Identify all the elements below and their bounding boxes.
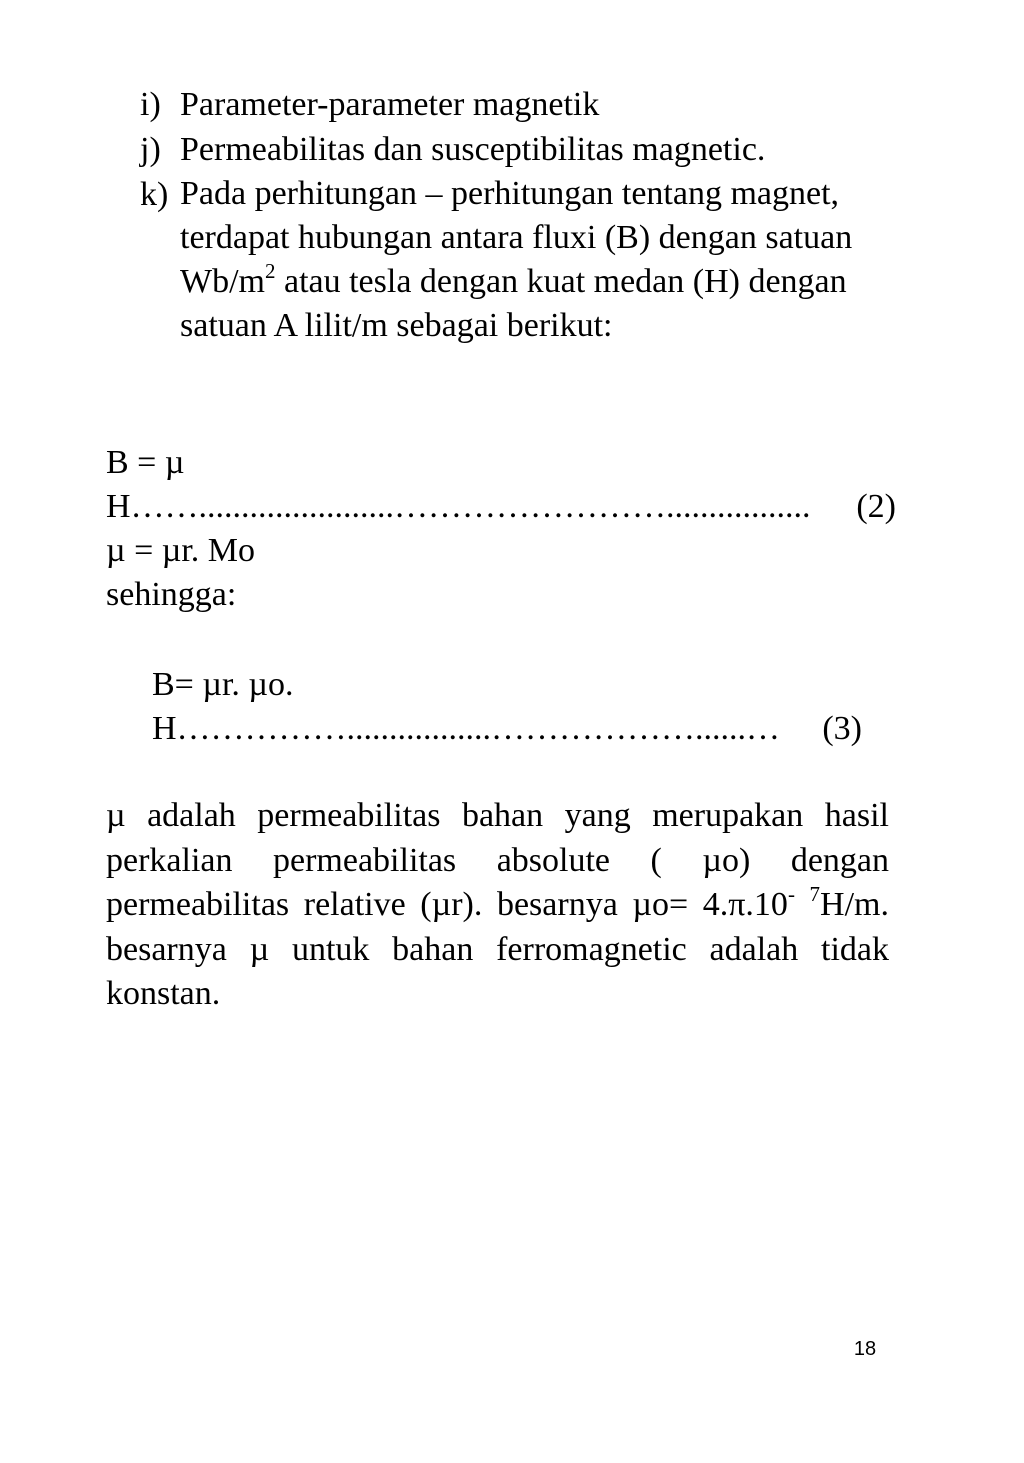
paragraph-text-part: H/m. besarnya µ untuk bahan ferromagnetic adalah tidak konstan. xyxy=(106,886,889,1012)
bullet-list xyxy=(140,82,900,348)
body-paragraph xyxy=(106,794,889,1017)
list-marker: k) xyxy=(140,176,169,213)
list-item-text-part: atau tesla dengan kuat medan (H) dengan satuan A lilit/m sebagai berikut: xyxy=(180,263,847,344)
superscript-exponent: 7 xyxy=(809,881,821,906)
equation-block-3 xyxy=(152,663,862,751)
list-item-text-part: Pada perhitungan – perhitungan tentang magnet, terdapat hubungan antara fluxi (B) dengan satuan Wb/m xyxy=(180,175,853,300)
equation-block-2 xyxy=(106,441,896,617)
list-item-i xyxy=(140,82,900,127)
list-item-text xyxy=(180,172,900,348)
paragraph-text-part: µ adalah permeabilitas bahan yang merupakan hasil perkalian permeabilitas absolute ( µo) dengan permeabilitas relative (µr). besarnya µo= 4.π.10 xyxy=(106,797,889,923)
equation-line-numbered xyxy=(152,707,862,751)
list-item-k xyxy=(140,172,900,348)
list-marker: i) xyxy=(140,86,161,123)
superscript-exponent: 2 xyxy=(264,258,276,283)
superscript-minus: - xyxy=(787,881,795,906)
equation-text: H…….......................……………………................. xyxy=(106,488,811,525)
list-item-text: Permeabilitas dan susceptibilitas magnetic. xyxy=(180,131,766,168)
equation-number: (3) xyxy=(822,710,862,747)
equation-line: B = µ xyxy=(106,444,185,481)
list-marker: j) xyxy=(140,131,161,168)
list-item-text: Parameter-parameter magnetik xyxy=(180,86,600,123)
equation-number: (2) xyxy=(856,488,896,525)
equation-line-numbered xyxy=(106,485,896,529)
list-item-j xyxy=(140,127,900,172)
equation-line: B= µr. µo. xyxy=(152,666,294,703)
equation-line: µ = µr. Mo xyxy=(106,532,256,569)
equation-line: sehingga: xyxy=(106,576,237,613)
equation-text: H…………….................………………......… xyxy=(152,710,781,747)
page-number: 18 xyxy=(853,1338,877,1360)
